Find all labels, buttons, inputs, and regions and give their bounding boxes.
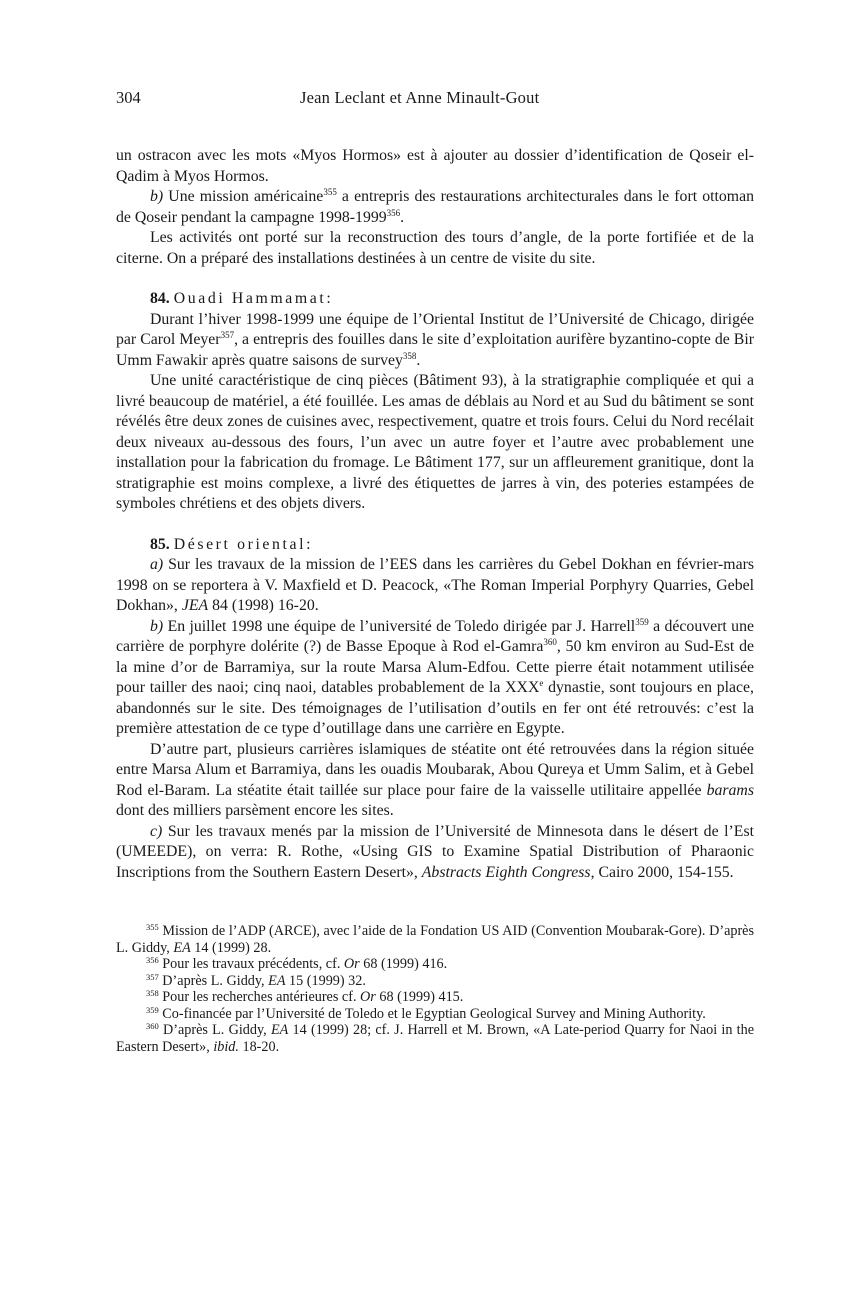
footnote: $^{355}$ Mission de l’ADP (ARCE), avec l’aide de la Fondation US AID (Convention Moubarak-Gore). D’après L. Giddy, EA 14 (1999) 28. (116, 922, 755, 956)
footnote-ref: 357 (220, 330, 235, 340)
section-title: Désert oriental: (173, 535, 314, 553)
page-number: 304 (116, 88, 141, 107)
footnote: $^{359}$ Co-financée par l’Université de Toledo et le Egyptian Geological Survey and Mining Authority. (146, 1004, 706, 1022)
footnote-ref: 360 (543, 637, 557, 647)
paragraph: D’autre part, plusieurs carrières islamiques de stéatite ont été retrouvées dans la région située entre Marsa Alum et Barramiya, dans les ouadis Moubarak, Abou Qureya et Umm Salim, et à Gebel Rod el-Baram. La stéatite était taillée sur place pour faire de la vaisselle utilitaire appellée barams dont des milliers parsèment encore les sites. (116, 740, 754, 819)
footnote: $^{358}$ Pour les recherches antérieures cf. Or 68 (1999) 415. (146, 988, 464, 1005)
section-84 (116, 289, 754, 515)
paragraph: b) En juillet 1998 une équipe de l’université de Toledo dirigée par J. Harrell$^{359}$ a découvert une carrière de porphyre dolérite (?) de Basse Epoque à Rod el-Gamra$^{360}$, 50 km environ au Sud-Est de la mine d’or de Barramiya, sur la route Marsa Alum-Edfou. Cette pierre était notamment utilisée pour tailler des naoi; cinq naoi, datables probablement de la XXXe dynastie, sont toujours en place, abandonnés sur le site. Des témoignages de l’utilisation d’outils en fer ont été retrouvés: c’est la première attestation de ce type d’outillage dans une carrière en Egypte. (116, 616, 754, 737)
paragraph: Les activités ont porté sur la reconstruction des tours d’angle, de la porte fortifiée et de la citerne. On a préparé des installations destinées à un centre de visite du site. (116, 229, 754, 267)
footnote-ref: 358 (402, 350, 417, 361)
footnote: $^{356}$ Pour les travaux précédents, cf. Or 68 (1999) 416. (146, 955, 448, 972)
paragraph: b) Une mission américaine$^{355}$ a entrepris des restaurations architecturales dans le fort ottoman de Qoseir pendant la campagne 1998-1999$^{356}$. (116, 187, 754, 226)
running-header (116, 88, 754, 110)
book-page (116, 88, 754, 1055)
running-title: Jean Leclant et Anne Minault-Gout (300, 88, 540, 107)
footnote-number: 357 (146, 971, 159, 982)
section-heading (116, 535, 754, 556)
section-number: 85. (150, 535, 170, 553)
footnote-ref: 356 (386, 207, 401, 218)
footnote-ref: 359 (635, 616, 649, 627)
footnote-ref: 355 (323, 187, 337, 197)
footnote-number: 356 (146, 955, 159, 965)
section-title: Ouadi Hammamat: (173, 290, 334, 307)
section-85 (116, 535, 754, 884)
section-number: 84. (150, 290, 170, 307)
footnote-number: 358 (146, 988, 159, 998)
paragraph: a) Sur les travaux de la mission de l’EES dans les carrières du Gebel Dokhan en février-mars 1998 on se reportera à V. Maxfield et D. Peacock, «The Roman Imperial Porphyry Quarries, Gebel Dokhan», JEA 84 (1998) 16-20. (116, 556, 754, 614)
paragraph: Durant l’hiver 1998-1999 une équipe de l’Oriental Institut de l’Université de Chicago, dirigée par Carol Meyer$^{357}$, a entrepris des fouilles dans le site d’exploitation aurifère byzantino-copte de Bir Umm Fawakir après quatre saisons de survey$^{358}$. (116, 310, 754, 369)
footnote: $^{360}$ D’après L. Giddy, EA 14 (1999) 28; cf. J. Harrell et M. Brown, «A Late-period Quarry for Naoi in the Eastern Desert», ibid. 18-20. (116, 1021, 755, 1055)
section-heading (116, 289, 754, 310)
main-text (116, 146, 754, 883)
footnote-number: 359 (146, 1004, 159, 1015)
footnote-number: 355 (146, 922, 159, 932)
footnote: $^{357}$ D’après L. Giddy, EA 15 (1999) 32. (146, 971, 366, 989)
paragraph: un ostracon avec les mots «Myos Hormos» est à ajouter au dossier d’identification de Qoseir el-Qadim à Myos Hormos. (116, 147, 754, 185)
footnotes (116, 923, 754, 1055)
paragraph: c) Sur les travaux menés par la mission de l’Université de Minnesota dans le désert de l’Est (UMEEDE), on verra: R. Rothe, «Using GIS to Examine Spatial Distribution of Pharaonic Inscriptions from the Southern Eastern Desert», Abstracts Eighth Congress, Cairo 2000, 154-155. (116, 822, 754, 881)
paragraph: Une unité caractéristique de cinq pièces (Bâtiment 93), à la stratigraphie compliquée et qui a livré beaucoup de matériel, a été fouillée. Les amas de déblais au Nord et au Sud du bâtiment se sont révélés être deux zones de cuisines avec, respectivement, quatre et trois fours. Celui du Nord recélait deux niveaux au-dessous des fours, l’un avec un autre foyer et l’autre avec probablement une installation pour la fabrication du fromage. Le Bâtiment 177, sur un affleurement granitique, dont la stratigraphie est moins complexe, a livré des étiquettes de jarres à vin, des poteries estampées de symboles chrétiens et des objets divers. (116, 372, 754, 512)
footnote-number: 360 (146, 1021, 159, 1031)
